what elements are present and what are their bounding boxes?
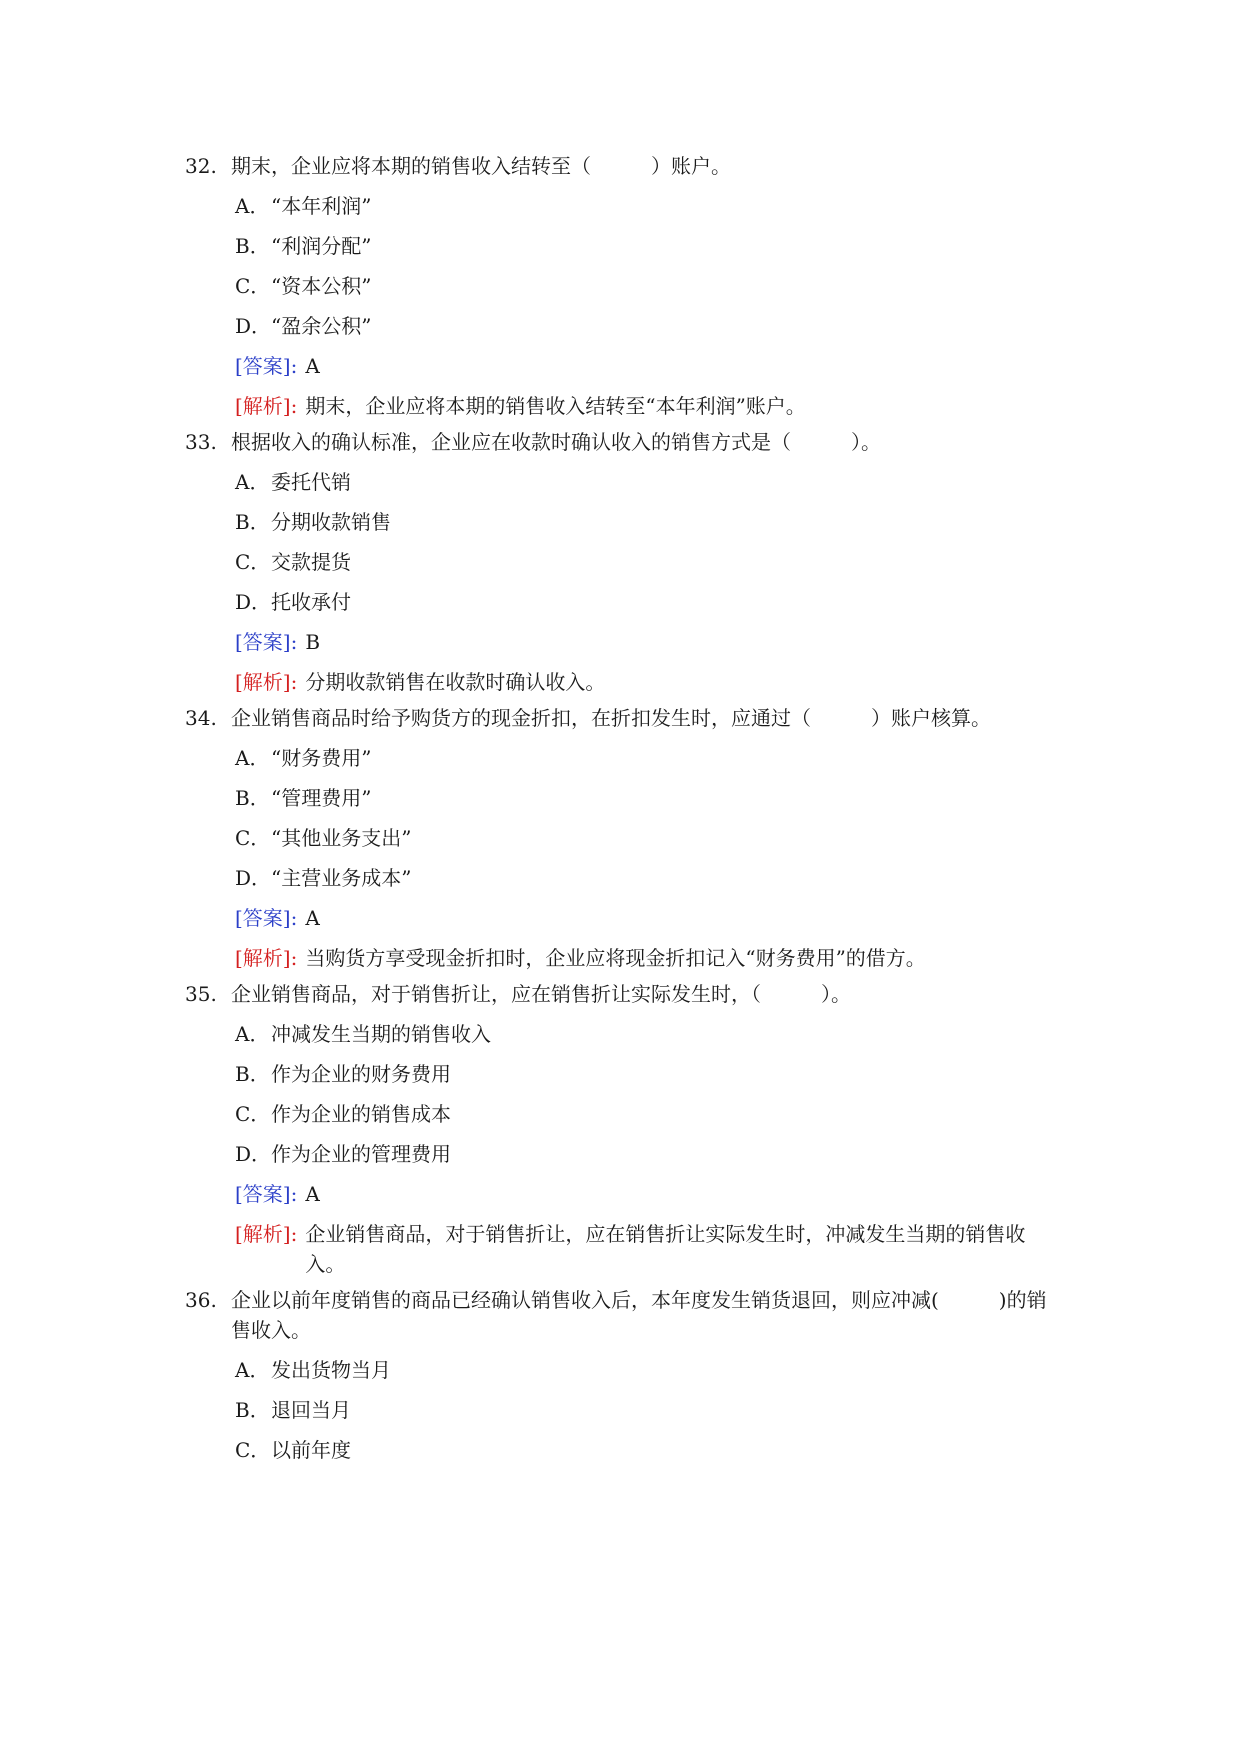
option-letter: B． — [235, 1398, 270, 1422]
option-d — [185, 863, 1065, 893]
answer-value: A — [305, 1182, 320, 1206]
answer-value: B — [305, 630, 321, 654]
answer-label: [答案]: — [235, 354, 298, 378]
question-stem — [185, 1285, 1065, 1345]
question-number: 35. — [185, 982, 217, 1006]
option-b — [185, 507, 1065, 537]
option-letter: B． — [235, 786, 270, 810]
option-text: 发出货物当月 — [271, 1358, 391, 1382]
option-c — [185, 1435, 1065, 1465]
analysis-label: [解析]: — [235, 670, 298, 694]
option-letter: C． — [235, 1102, 271, 1126]
option-text: “本年利润” — [271, 194, 372, 218]
option-text: “资本公积” — [271, 274, 372, 298]
question-32 — [185, 151, 1065, 421]
option-b — [185, 231, 1065, 261]
option-text: 委托代销 — [271, 470, 351, 494]
option-d — [185, 1139, 1065, 1169]
option-text: “管理费用” — [271, 786, 372, 810]
option-a — [185, 191, 1065, 221]
option-text: 作为企业的销售成本 — [271, 1102, 451, 1126]
question-35 — [185, 979, 1065, 1279]
option-text: “盈余公积” — [271, 314, 372, 338]
option-letter: C． — [235, 550, 271, 574]
option-d — [185, 587, 1065, 617]
option-letter: C． — [235, 1438, 271, 1462]
option-c — [185, 271, 1065, 301]
option-a — [185, 467, 1065, 497]
question-number: 32. — [185, 154, 217, 178]
analysis-text: 期末，企业应将本期的销售收入结转至“本年利润”账户。 — [305, 394, 806, 418]
option-text: “利润分配” — [271, 234, 372, 258]
analysis-text: 当购货方享受现金折扣时，企业应将现金折扣记入“财务费用”的借方。 — [305, 946, 926, 970]
option-letter: D． — [235, 866, 272, 890]
option-b — [185, 783, 1065, 813]
option-text: 托收承付 — [271, 590, 351, 614]
option-letter: A． — [235, 1358, 270, 1382]
question-stem — [185, 703, 1065, 733]
analysis-line — [185, 667, 1065, 697]
option-text: “财务费用” — [271, 746, 372, 770]
option-letter: B． — [235, 1062, 270, 1086]
option-text: 作为企业的管理费用 — [271, 1142, 451, 1166]
option-c — [185, 547, 1065, 577]
analysis-label: [解析]: — [235, 1222, 298, 1246]
option-text: “其他业务支出” — [271, 826, 412, 850]
answer-line — [185, 903, 1065, 933]
analysis-line — [185, 391, 1065, 421]
option-a — [185, 1019, 1065, 1049]
option-text: 退回当月 — [271, 1398, 351, 1422]
option-c — [185, 1099, 1065, 1129]
option-a — [185, 1355, 1065, 1385]
option-a — [185, 743, 1065, 773]
option-text: 作为企业的财务费用 — [271, 1062, 451, 1086]
question-stem — [185, 151, 1065, 181]
analysis-label: [解析]: — [235, 394, 298, 418]
answer-value: A — [305, 906, 320, 930]
option-d — [185, 311, 1065, 341]
option-letter: D． — [235, 314, 272, 338]
question-36 — [185, 1285, 1065, 1465]
analysis-text: 企业销售商品，对于销售折让，应在销售折让实际发生时，冲减发生当期的销售收入。 — [305, 1222, 1026, 1276]
option-b — [185, 1395, 1065, 1425]
option-c — [185, 823, 1065, 853]
option-text: 冲减发生当期的销售收入 — [271, 1022, 491, 1046]
answer-line — [185, 1179, 1065, 1209]
question-number: 36. — [185, 1288, 217, 1312]
question-34 — [185, 703, 1065, 973]
analysis-text: 分期收款销售在收款时确认收入。 — [305, 670, 606, 694]
question-text: 企业销售商品时给予购货方的现金折扣，在折扣发生时，应通过（ ）账户核算。 — [231, 706, 991, 730]
option-letter: A． — [235, 194, 270, 218]
analysis-label: [解析]: — [235, 946, 298, 970]
question-number: 33. — [185, 430, 217, 454]
question-stem — [185, 979, 1065, 1009]
option-letter: B． — [235, 234, 270, 258]
option-letter: C． — [235, 826, 271, 850]
option-b — [185, 1059, 1065, 1089]
question-number: 34. — [185, 706, 217, 730]
option-text: 分期收款销售 — [271, 510, 391, 534]
answer-value: A — [305, 354, 320, 378]
question-text: 企业销售商品，对于销售折让，应在销售折让实际发生时，（ ）。 — [231, 982, 851, 1006]
answer-label: [答案]: — [235, 1182, 298, 1206]
analysis-line — [185, 943, 1065, 973]
analysis-line — [185, 1219, 1065, 1279]
question-text: 期末，企业应将本期的销售收入结转至（ ）账户。 — [231, 154, 731, 178]
question-stem — [185, 427, 1065, 457]
answer-line — [185, 351, 1065, 381]
question-text: 企业以前年度销售的商品已经确认销售收入后，本年度发生销货退回，则应冲减( )的销售收入。 — [231, 1288, 1047, 1342]
question-text: 根据收入的确认标准，企业应在收款时确认收入的销售方式是（ ）。 — [231, 430, 881, 454]
option-text: 交款提货 — [271, 550, 351, 574]
question-33 — [185, 427, 1065, 697]
answer-line — [185, 627, 1065, 657]
option-text: 以前年度 — [271, 1438, 351, 1462]
option-letter: A． — [235, 746, 270, 770]
answer-label: [答案]: — [235, 906, 298, 930]
option-letter: C． — [235, 274, 271, 298]
option-letter: A． — [235, 1022, 270, 1046]
option-letter: A． — [235, 470, 270, 494]
option-text: “主营业务成本” — [271, 866, 412, 890]
option-letter: B． — [235, 510, 270, 534]
option-letter: D． — [235, 1142, 272, 1166]
answer-label: [答案]: — [235, 630, 298, 654]
option-letter: D． — [235, 590, 272, 614]
